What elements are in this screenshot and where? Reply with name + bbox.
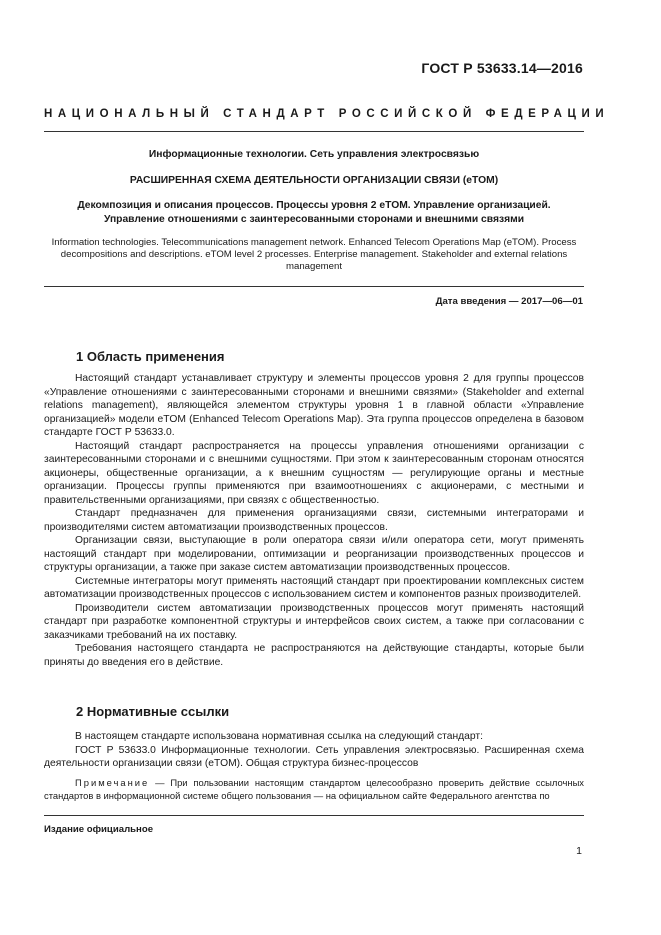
section-1-body [44,372,584,669]
page-number: 1 [576,845,582,857]
title-description [44,199,584,226]
note-label: Примечание [75,777,150,788]
paragraph: Требования настоящего стандарта не распространяются на действующие стандарты, которые были приняты до введения его в действие. [44,643,584,668]
note-text: — При пользовании настоящим стандартом целесообразно проверить действие ссылочных стандартов в информационной системе общего пользования — на официальном сайте Федерального агентства по [44,777,584,801]
bottom-divider [44,815,584,816]
national-standard-banner: НАЦИОНАЛЬНЫЙ СТАНДАРТ РОССИЙСКОЙ ФЕДЕРАЦИИ [44,108,610,120]
paragraph: Настоящий стандарт устанавливает структуру и элементы процессов уровня 2 для группы процессов «Управление отношениями с заинтересованными сторонами и внешними связями» (Stakeholder and external relations management), являющейся элементом структуры уровня 1 в главной области «Управление организацией» модели eTOM (Enhanced Telecom Operations Map). Эта группа процессов определена в базовом стандарте ГОСТ Р 53633.0. [44,373,584,438]
paragraph: Производители систем автоматизации производственных процессов могут применять настоящий стандарт при разработке компонентной структуры и интерфейсов своих систем, а также при согласовании с заказчиками требований на их поставку. [44,602,584,641]
paragraph: Организации связи, выступающие в роли оператора связи и/или оператора сети, могут применять настоящий стандарт при моделировании, оптимизации и реорганизации производственных процессов и структуры организации, а также при заказе систем автоматизации производственных процессов. [44,535,584,573]
paragraph: Системные интеграторы могут применять настоящий стандарт при проектировании комплексных систем автоматизации производственных процессов с использованием систем и компонентов разных производителей. [44,575,584,600]
title-description-line: Управление отношениями с заинтересованными сторонами и внешними связями [103,213,525,225]
top-divider [44,131,584,132]
standard-number: ГОСТ Р 53633.14—2016 [421,60,583,76]
paragraph: ГОСТ Р 53633.0 Информационные технологии. Сеть управления электросвязью. Расширенная схема деятельности организации связи (eTOM). Общая структура бизнес-процессов [44,744,584,769]
section-2-heading: 2 Нормативные ссылки [76,704,230,719]
title-description-line: Декомпозиция и описания процессов. Процессы уровня 2 eTOM. Управление организацией. [77,200,551,211]
english-title: Information technologies. Telecommunications management network. Enhanced Telecom Operations Map (eTOM). Process decompositions and descriptions. eTOM level 2 processes. Enterprise management. Stakeholder and external relations management [51,237,577,273]
official-edition-label: Издание официальное [44,824,154,835]
paragraph: Настоящий стандарт распространяется на процессы управления отношениями организации с заинтересованными сторонами и с внешними сущностями. При этом к заинтересованным сторонам относятся акционеры, общественные организации, а к внешним сущностям — регулирующие органы и местные организации. Процессы группы применяются при взаимоотношениях с акционерами, с местными и правительственными организациями, при связях с общественностью. [44,440,584,506]
introduction-date: Дата введения — 2017—06—01 [435,296,583,307]
section-1-heading: 1 Область применения [76,349,225,364]
note [44,777,584,803]
section-2-body [44,730,584,771]
document-title: РАСШИРЕННАЯ СХЕМА ДЕЯТЕЛЬНОСТИ ОРГАНИЗАЦИИ СВЯЗИ (eTOM) [129,175,499,186]
paragraph: Стандарт предназначен для применения организациями связи, системными интеграторами и производителями систем автоматизации производственных процессов. [44,508,584,533]
paragraph: В настоящем стандарте использована нормативная ссылка на следующий стандарт: [75,731,483,742]
document-subtitle: Информационные технологии. Сеть управления электросвязью [148,149,480,160]
middle-divider [44,286,584,287]
